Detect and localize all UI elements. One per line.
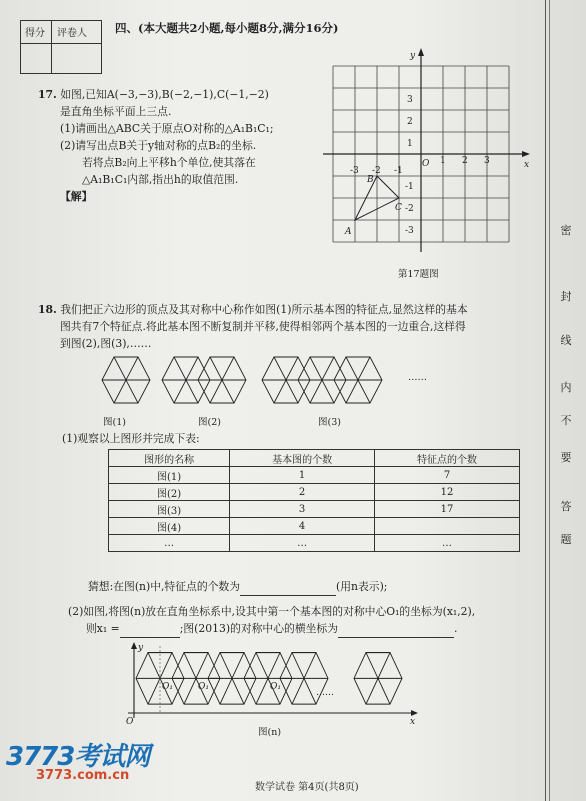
table-cell: 图(2) xyxy=(109,484,230,501)
figure-n-coordinate xyxy=(120,640,420,724)
binding-char: 答 xyxy=(560,500,572,513)
table-cell: 3 xyxy=(230,501,375,518)
guess-prefix: 猜想:在图(n)中,特征点的个数为 xyxy=(88,580,241,593)
table-cell: … xyxy=(375,535,520,552)
table-cell: 1 xyxy=(230,467,375,484)
q18-intro-2: 图共有7个特征点.将此基本图不断复制并平移,使得相邻两个基本图的一边重合,这样得 xyxy=(60,320,466,333)
q17-line-1: 如图,已知A(−3,−3),B(−2,−1),C(−1,−2) xyxy=(60,88,269,101)
q17-line-5: 若将点B₂向上平移h个单位,使其落在 xyxy=(82,156,256,169)
x-tick-neg3: -3 xyxy=(350,166,359,176)
fn-y-label: y xyxy=(138,643,144,653)
binding-line xyxy=(545,0,546,801)
guess-answer-blank[interactable] xyxy=(240,578,336,596)
section-title: 四、(本大题共2小题,每小题8分,满分16分) xyxy=(115,21,339,35)
part2-line1: (2)如图,将图(n)放在直角坐标系中,设其中第一个基本图的对称中心O₁的坐标为(x₁,2), xyxy=(68,605,476,618)
fn-o3-label: O₁ xyxy=(270,682,281,692)
part2-end: . xyxy=(454,622,458,635)
figure-1-caption: 图(1) xyxy=(103,417,126,428)
fn-o1-label: O₁ xyxy=(162,682,173,692)
q17-line-2: 是直角坐标平面上三点. xyxy=(60,105,172,118)
binding-char: 内 xyxy=(560,381,572,394)
x-tick-2: 2 xyxy=(462,156,468,166)
q18-part1: (1)观察以上图形并完成下表: xyxy=(62,432,200,445)
x-axis-label: x xyxy=(524,160,530,170)
table-row xyxy=(109,467,520,484)
table-cell: … xyxy=(230,535,375,552)
score-box xyxy=(20,20,102,74)
binding-char: 要 xyxy=(560,451,572,464)
q18-intro-3: 到图(2),图(3),…… xyxy=(60,337,152,350)
q17-solution-label: 【解】 xyxy=(60,190,93,203)
table-row xyxy=(109,518,520,535)
table-cell: 17 xyxy=(375,501,520,518)
table-row xyxy=(109,484,520,501)
figure-2 xyxy=(162,357,246,403)
q18-number: 18. xyxy=(38,303,57,316)
fn-o2-label: O₁ xyxy=(198,682,209,692)
hexagon-chain xyxy=(136,653,402,705)
hexagon-dots: …… xyxy=(408,372,427,383)
binding-char: 不 xyxy=(560,414,572,427)
x-tick-3: 3 xyxy=(484,156,490,166)
table-cell: 图(1) xyxy=(109,467,230,484)
page-footer: 数学试卷 第4页(共8页) xyxy=(255,782,359,793)
table-cell: … xyxy=(109,535,230,552)
q17-coordinate-grid xyxy=(318,46,533,256)
figure-3 xyxy=(262,357,382,403)
table-header: 基本图的个数 xyxy=(230,450,375,467)
y-tick-3: 3 xyxy=(407,95,413,105)
score-label: 得分 xyxy=(25,28,45,39)
table-cell: 图(4) xyxy=(109,518,230,535)
y-tick-neg2: -2 xyxy=(405,204,414,214)
q17-line-3: (1)请画出△ABC关于原点O对称的△A₁B₁C₁; xyxy=(60,122,274,135)
y-axis-arrow xyxy=(418,48,424,56)
x-tick-neg1: -1 xyxy=(394,166,403,176)
figure-n-caption: 图(n) xyxy=(258,727,282,738)
table-cell: 图(3) xyxy=(109,501,230,518)
y-tick-2: 2 xyxy=(407,117,413,127)
y-axis-label: y xyxy=(410,51,416,61)
part2-line2b: ;图(2013)的对称中心的横坐标为 xyxy=(179,622,339,635)
fn-origin-label: O xyxy=(126,717,134,724)
y-tick-1: 1 xyxy=(407,139,413,149)
x-axis-arrow xyxy=(522,151,530,157)
binding-line-inner xyxy=(549,0,550,801)
fn-x-label: x xyxy=(410,717,416,724)
watermark-logo: 3773考试网 xyxy=(6,742,150,772)
center-x-answer-blank[interactable] xyxy=(338,620,454,638)
table-header: 特征点的个数 xyxy=(375,450,520,467)
guess-suffix: (用n表示); xyxy=(336,580,388,593)
y-tick-neg1: -1 xyxy=(405,182,414,192)
figure-2-caption: 图(2) xyxy=(198,417,221,428)
table-header: 图形的名称 xyxy=(109,450,230,467)
fn-dots: …… xyxy=(316,688,334,698)
table-header-row xyxy=(109,450,520,467)
point-a-label: A xyxy=(345,227,352,237)
binding-char: 封 xyxy=(560,290,572,303)
binding-char: 密 xyxy=(560,224,572,237)
table-cell: 12 xyxy=(375,484,520,501)
table-cell: 2 xyxy=(230,484,375,501)
q17-number: 17. xyxy=(38,88,57,101)
question-17 xyxy=(38,86,274,205)
part2-x1-label: 则x₁ = xyxy=(86,622,120,635)
table-row xyxy=(109,535,520,552)
q18-part2 xyxy=(68,603,475,638)
question-18 xyxy=(38,301,468,352)
x-tick-1: 1 xyxy=(440,156,446,166)
table-cell: 7 xyxy=(375,467,520,484)
hexagon-figures xyxy=(100,352,430,408)
y-tick-neg3: -3 xyxy=(405,226,414,236)
feature-point-table xyxy=(108,449,520,552)
table-row xyxy=(109,501,520,518)
binding-char: 题 xyxy=(560,533,572,546)
binding-char: 线 xyxy=(560,334,572,347)
guess-line xyxy=(88,578,387,596)
point-b-label: B xyxy=(367,175,374,185)
figure-3-caption: 图(3) xyxy=(318,417,341,428)
point-c-label: C xyxy=(395,203,402,213)
table-cell: 4 xyxy=(230,518,375,535)
q17-figure-caption: 第17题图 xyxy=(398,269,439,280)
table-answer-cell[interactable] xyxy=(375,518,520,535)
q17-line-4: (2)请写出点B关于y轴对称的点B₂的坐标. xyxy=(60,139,257,152)
q17-line-6: △A₁B₁C₁内部,指出h的取值范围. xyxy=(82,173,239,186)
x1-answer-blank[interactable] xyxy=(120,620,180,638)
grader-label: 评卷人 xyxy=(57,28,87,39)
origin-label: O xyxy=(422,159,430,169)
x-tick-neg2: -2 xyxy=(372,166,381,176)
watermark-url: 3773.com.cn xyxy=(36,768,130,783)
q18-intro-1: 我们把正六边形的顶点及其对称中心称作如图(1)所示基本图的特征点,显然这样的基本 xyxy=(60,303,468,316)
